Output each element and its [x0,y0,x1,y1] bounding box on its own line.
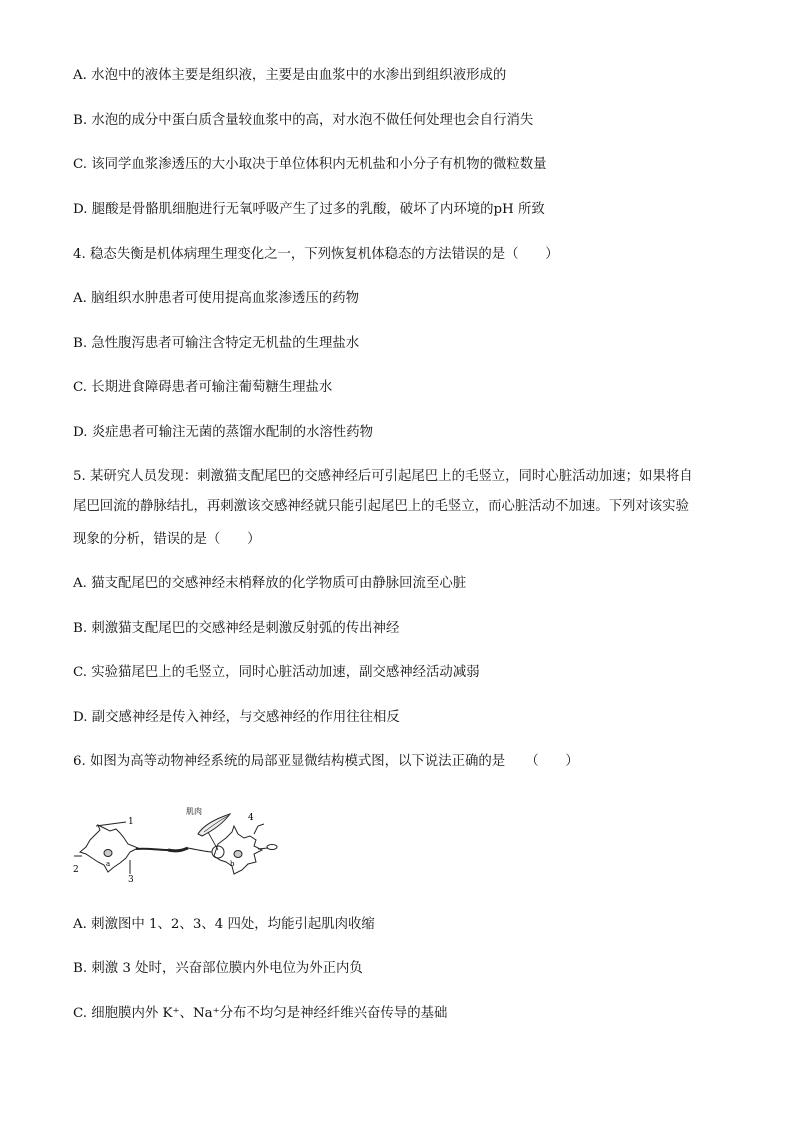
q6-stem: 6. 如图为高等动物神经系统的局部亚显微结构模式图，以下说法正确的是 （ ） [73,754,579,769]
q4-option-b: B. 急性腹泻患者可输注含特定无机盐的生理盐水 [73,336,360,351]
neuron-b-nucleus [234,851,242,858]
label-3: 3 [128,875,134,885]
q5-stem-line2: 尾巴回流的静脉结扎，再刺激该交感神经就只能引起尾巴上的毛竖立，而心脏活动不加速。下列对该实验 [73,499,689,514]
q3-option-d: D. 腿酸是骨骼肌细胞进行无氧呼吸产生了过多的乳酸，破坏了内环境的pH 所致 [73,202,545,217]
label-muscle: 肌肉 [186,807,202,816]
q5-stem-line3: 现象的分析，错误的是（ ） [73,532,261,547]
label-2: 2 [73,865,79,875]
axon [136,849,168,850]
q5-option-c: C. 实验猫尾巴上的毛竖立，同时心脏活动加速，副交感神经活动减弱 [73,665,480,680]
pointer-1 [96,822,126,826]
label-b: b [230,860,235,868]
neuron-diagram [68,800,278,890]
label-4: 4 [248,813,254,823]
q4-option-a: A. 脑组织水肿患者可使用提高血浆渗透压的药物 [73,291,359,306]
q6-option-a: A. 刺激图中 1、2、3、4 四处，均能引起肌肉收缩 [73,917,375,932]
neuron-a-nucleus [104,850,112,857]
label-1: 1 [128,817,134,827]
label-a: a [106,860,111,868]
q6-option-c: C. 细胞膜内外 K⁺、Na⁺分布不均匀是神经纤维兴奋传导的基础 [73,1006,448,1021]
q5-option-b: B. 刺激猫支配尾巴的交感神经是刺激反射弧的传出神经 [73,621,400,636]
q5-option-a: A. 猫支配尾巴的交感神经末梢释放的化学物质可由静脉回流至心脏 [73,576,467,591]
q3-option-a: A. 水泡中的液体主要是组织液，主要是由血浆中的水渗出到组织液形成的 [73,68,507,83]
q4-option-d: D. 炎症患者可输注无菌的蒸馏水配制的水溶性药物 [73,425,373,440]
q5-option-d: D. 副交感神经是传入神经，与交感神经的作用往往相反 [73,710,400,725]
q3-option-c: C. 该同学血浆渗透压的大小取决于单位体积内无机盐和小分子有机物的微粒数量 [73,157,547,172]
q4-stem: 4. 稳态失衡是机体病理生理变化之一，下列恢复机体稳态的方法错误的是（ ） [73,247,559,262]
q4-option-c: C. 长期进食障碍患者可输注葡萄糖生理盐水 [73,380,333,395]
pointer-4 [254,824,264,834]
receptor [267,845,277,850]
q6-option-b: B. 刺激 3 处时，兴奋部位膜内外电位为外正内负 [73,961,363,976]
q5-stem-line1: 5. 某研究人员发现：刺激猫支配尾巴的交感神经后可引起尾巴上的毛竖立，同时心脏活动加速；如果将自 [73,469,693,484]
q3-option-b: B. 水泡的成分中蛋白质含量较血浆中的高，对水泡不做任何处理也会自行消失 [73,113,534,128]
